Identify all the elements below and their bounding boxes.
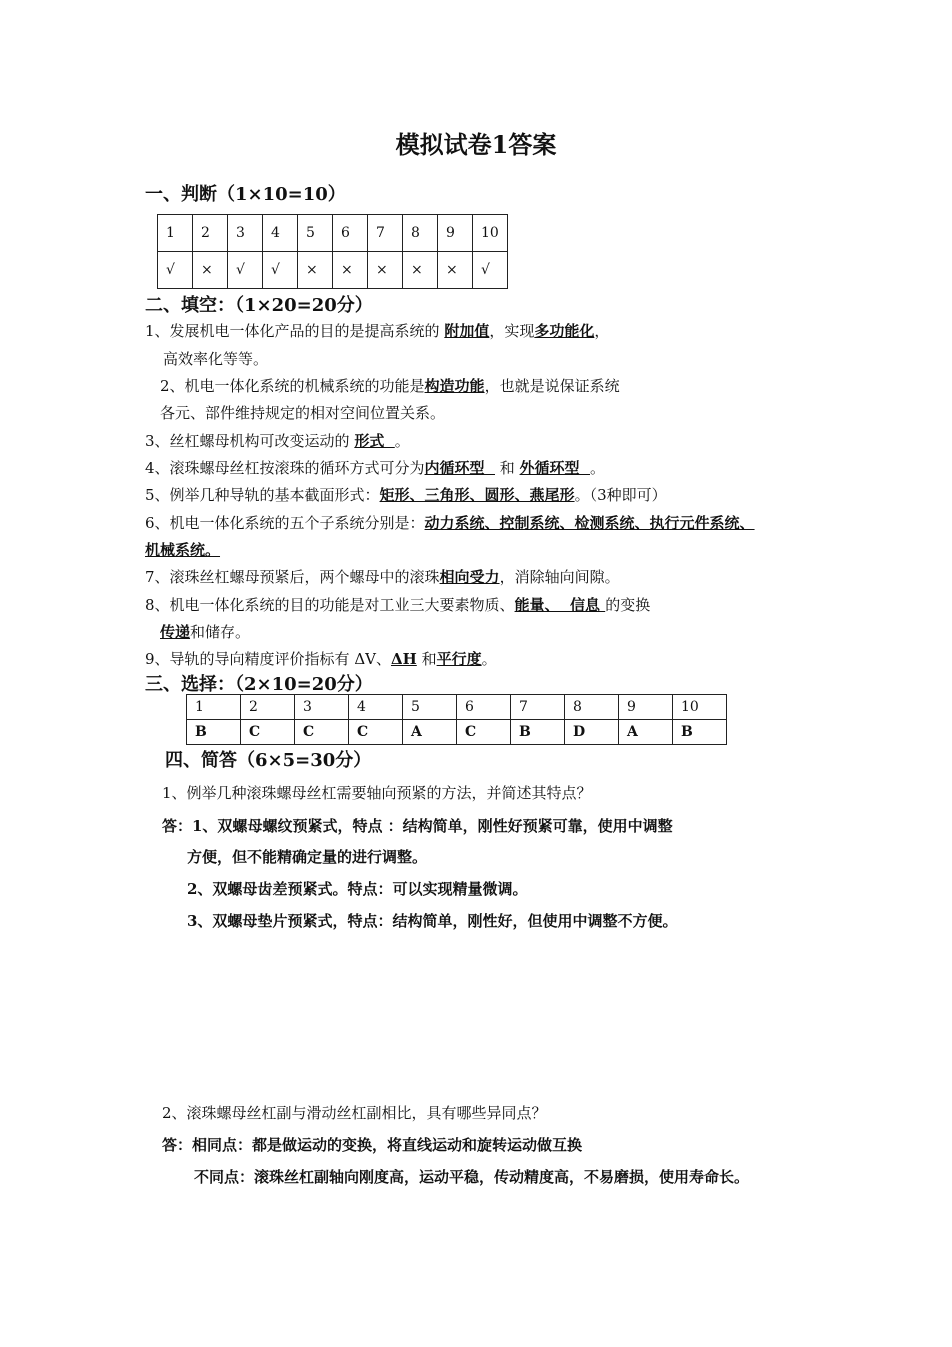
table-cell: 5 <box>298 215 333 252</box>
table-cell: × <box>438 252 473 289</box>
answer: 机械系统。 <box>145 541 221 559</box>
short-question-2: 2、滚珠螺母丝杠副与滑动丝杠副相比，具有哪些异同点？ <box>162 1104 547 1122</box>
table-row <box>187 695 727 720</box>
fill-question-1 <box>145 320 609 341</box>
section3-heading: 三、选择：（2×10=20分） <box>145 674 373 695</box>
short-answer-2-line1: 答：相同点：都是做运动的变换，将直线运动和旋转运动做互换 <box>162 1136 583 1154</box>
answer: 动力系统、控制系统、检测系统、执行元件系统、 <box>424 514 755 532</box>
text: 3、丝杠螺母机构可改变运动的 <box>145 432 355 450</box>
table-cell: A <box>619 720 673 745</box>
table-cell: × <box>333 252 368 289</box>
table-cell: 1 <box>158 215 193 252</box>
table-cell: 5 <box>403 695 457 720</box>
text: 4、滚珠螺母丝杠按滚珠的循环方式可分为 <box>145 459 425 477</box>
fill-question-8-cont <box>160 621 250 642</box>
text: ，消除轴向间隙。 <box>499 568 620 586</box>
section2-heading: 二、填空：（1×20=20分） <box>145 295 373 316</box>
text: 7、滚珠丝杠螺母预紧后，两个螺母中的滚珠 <box>145 568 440 586</box>
text: 。 <box>590 459 606 477</box>
text: 和 <box>495 459 520 477</box>
answer: 矩形、三角形、圆形、燕尾形 <box>379 486 575 504</box>
short-question-1: 1、例举几种滚珠螺母丝杠需要轴向预紧的方法，并简述其特点？ <box>162 784 592 802</box>
table-cell: × <box>368 252 403 289</box>
table-cell: 7 <box>511 695 565 720</box>
table-row <box>187 720 727 745</box>
table-cell: B <box>511 720 565 745</box>
table-cell: 3 <box>228 215 263 252</box>
judgment-answer-table <box>157 214 508 289</box>
table-cell: C <box>241 720 295 745</box>
short-answer-1-line2: 方便，但不能精确定量的进行调整。 <box>187 848 428 866</box>
fill-question-3 <box>145 430 410 451</box>
table-row <box>158 252 508 289</box>
answer: 传递 <box>160 623 191 641</box>
answer: 形式 <box>354 432 395 450</box>
choice-answer-table <box>186 694 727 745</box>
table-cell: B <box>187 720 241 745</box>
page-title: 模拟试卷1答案 <box>395 130 557 159</box>
fill-question-4 <box>145 457 605 478</box>
table-cell: 8 <box>565 695 619 720</box>
answer: 外循环型 <box>519 459 590 477</box>
section1-heading: 一、判断（1×10=10） <box>145 184 346 205</box>
table-cell: 9 <box>619 695 673 720</box>
answer: 构造功能 <box>424 377 485 395</box>
table-cell: × <box>193 252 228 289</box>
answer: 内循环型 <box>424 459 495 477</box>
table-cell: × <box>403 252 438 289</box>
text: 和储存。 <box>190 623 251 641</box>
answer: ΔH <box>390 650 417 668</box>
table-cell: 6 <box>457 695 511 720</box>
table-cell: C <box>295 720 349 745</box>
answer: 平行度 <box>436 650 482 668</box>
short-answer-1-line1: 答：1、双螺母螺纹预紧式，特点 ：结构简单，刚性好预紧可靠，使用中调整 <box>162 817 673 835</box>
text: 6、机电一体化系统的五个子系统分别是： <box>145 514 425 532</box>
table-cell: C <box>457 720 511 745</box>
table-cell: × <box>298 252 333 289</box>
answer: 能量、 信息 <box>514 596 606 614</box>
fill-question-2-cont: 各元、部件维持规定的相对空间位置关系。 <box>160 404 446 422</box>
table-cell: 6 <box>333 215 368 252</box>
short-answer-1-line4: 3、双螺母垫片预紧式，特点：结构简单，刚性好，但使用中调整不方便。 <box>187 912 678 930</box>
table-cell: √ <box>228 252 263 289</box>
table-cell: 1 <box>187 695 241 720</box>
table-row <box>158 215 508 252</box>
text: 和 <box>416 650 437 668</box>
table-cell: 10 <box>673 695 727 720</box>
table-cell: √ <box>263 252 298 289</box>
answer: 附加值 <box>444 322 490 340</box>
answer: 相向受力 <box>439 568 500 586</box>
fill-question-5 <box>145 484 667 505</box>
table-cell: C <box>349 720 403 745</box>
table-cell: 10 <box>473 215 508 252</box>
table-cell: 2 <box>241 695 295 720</box>
short-answer-1-line3: 2、双螺母齿差预紧式。特点：可以实现精量微调。 <box>187 880 528 898</box>
table-cell: 4 <box>263 215 298 252</box>
table-cell: 8 <box>403 215 438 252</box>
fill-question-7 <box>145 566 620 587</box>
fill-question-6 <box>145 512 755 533</box>
text: ，也就是说保证系统 <box>484 377 620 395</box>
fill-question-1-cont: 高效率化等等。 <box>163 350 269 368</box>
text: 2、机电一体化系统的机械系统的功能是 <box>160 377 425 395</box>
table-cell: 9 <box>438 215 473 252</box>
table-cell: 2 <box>193 215 228 252</box>
section4-heading: 四、简答（6×5=30分） <box>165 750 372 771</box>
table-cell: B <box>673 720 727 745</box>
text: 8、机电一体化系统的目的功能是对工业三大要素物质、 <box>145 596 515 614</box>
text: 。（3种即可） <box>574 486 667 504</box>
fill-question-8 <box>145 594 650 615</box>
fill-question-2 <box>160 375 620 396</box>
table-cell: √ <box>158 252 193 289</box>
table-cell: A <box>403 720 457 745</box>
text: ， <box>594 322 610 340</box>
text: 。 <box>394 432 410 450</box>
text: 的变换 <box>605 596 651 614</box>
table-cell: 3 <box>295 695 349 720</box>
fill-question-6-cont <box>145 539 220 560</box>
table-cell: √ <box>473 252 508 289</box>
table-cell: 4 <box>349 695 403 720</box>
text: 5、例举几种导轨的基本截面形式： <box>145 486 380 504</box>
text: 9、导轨的导向精度评价指标有 ΔV、 <box>145 650 391 668</box>
short-answer-2-line2: 不同点：滚珠丝杠副轴向刚度高，运动平稳，传动精度高，不易磨损，使用寿命长。 <box>194 1168 750 1186</box>
table-cell: 7 <box>368 215 403 252</box>
text: ，实现 <box>489 322 535 340</box>
text: 。 <box>481 650 497 668</box>
answer: 多功能化 <box>534 322 595 340</box>
fill-question-9 <box>145 648 497 669</box>
text: 1、发展机电一体化产品的目的是提高系统的 <box>145 322 445 340</box>
table-cell: D <box>565 720 619 745</box>
